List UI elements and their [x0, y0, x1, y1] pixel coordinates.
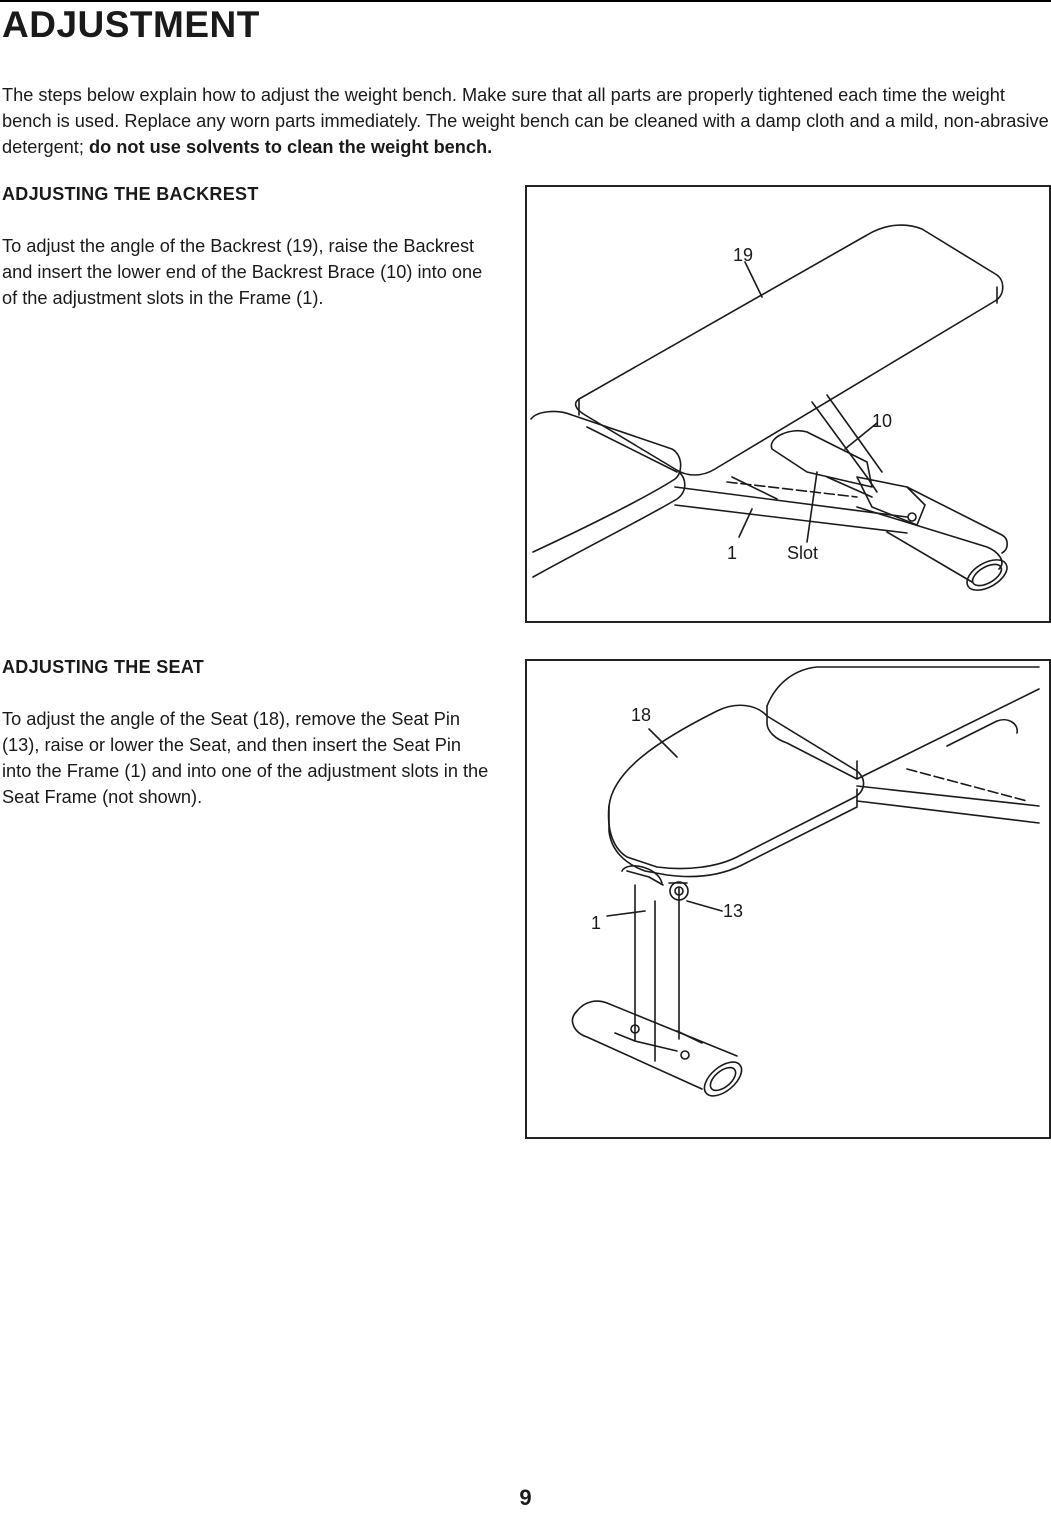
- intro-warning: do not use solvents to clean the weight bench.: [88, 137, 493, 157]
- callout-slot: Slot: [787, 543, 819, 563]
- seat-heading: ADJUSTING THE SEAT: [2, 657, 205, 677]
- seat-instructions: To adjust the angle of the Seat (18), remove the Seat Pin (13), raise or lower the Seat, and then insert the Seat Pin into the Frame (1) and into one of the adjustment slots in the Seat Frame (not shown).: [2, 709, 489, 807]
- callout-brace-10: 10: [872, 411, 893, 431]
- page-title: ADJUSTMENT: [2, 4, 260, 45]
- callout-seat-18: 18: [631, 705, 652, 725]
- intro-text: The steps below explain how to adjust the weight bench. Make sure that all parts are properly tightened each time the weight bench is used. Replace any worn parts immediately. The weight bench can be cleaned with a damp cloth and a mild, non-abrasive detergent;: [2, 85, 1049, 157]
- page-number: 9: [519, 1485, 532, 1510]
- backrest-figure: [525, 185, 1051, 623]
- backrest-instructions: To adjust the angle of the Backrest (19), raise the Backrest and insert the lower end of the Backrest Brace (10) into one of the adjustment slots in the Frame (1).: [2, 236, 483, 308]
- top-rule: [0, 0, 1051, 2]
- callout-backrest-19: 19: [733, 245, 754, 265]
- callout-frame-1-seat: 1: [591, 913, 602, 933]
- seat-illustration: [527, 661, 1049, 1137]
- seat-figure: [525, 659, 1051, 1139]
- callout-frame-1: 1: [727, 543, 738, 563]
- intro-paragraph: [2, 82, 1050, 160]
- callout-pin-13: 13: [723, 901, 744, 921]
- backrest-heading: ADJUSTING THE BACKREST: [2, 184, 259, 204]
- backrest-illustration: [527, 187, 1049, 621]
